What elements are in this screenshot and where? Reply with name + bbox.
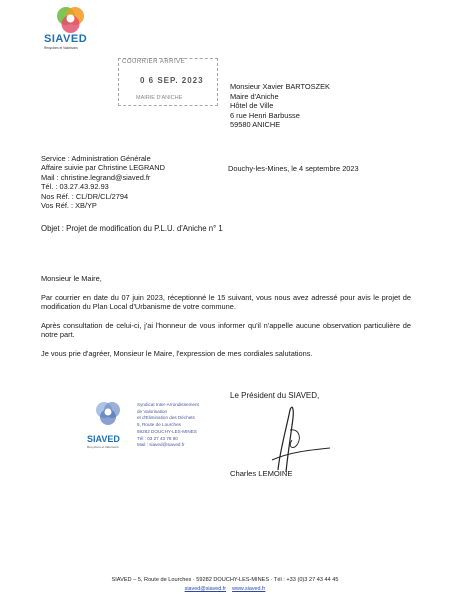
letter-body <box>41 274 411 368</box>
seal-line: et d'Elimination des Déchets <box>137 415 195 421</box>
paragraph-1: Par courrier en date du 07 juin 2023, réceptionné le 15 suivant, vous nous avez adressé pour avis le projet de modification du Plan Local d'Urbanisme de votre commune. <box>41 292 411 312</box>
seal-line: 59282 DOUCHY-LES-MINES <box>137 428 197 434</box>
stamp-date: 0 6 SEP. 2023 <box>140 76 204 85</box>
salutation: Monsieur le Maire, <box>41 274 102 283</box>
signatory-title: Le Président du SIAVED, <box>230 391 320 400</box>
seal-tagline: Recyclons et Valorisons <box>87 445 119 449</box>
seal-address <box>137 402 215 449</box>
recipient-line: 6 rue Henri Barbusse <box>230 110 300 120</box>
sender-contact: Affaire suivie par Christine LEGRAND <box>41 163 165 173</box>
seal-logo <box>86 398 130 434</box>
paragraph-3: Je vous prie d'agréer, Monsieur le Maire, l'expression de mes cordiales salutations. <box>41 348 313 358</box>
seal-line: Tél : 03 27 43 78 90 <box>137 435 178 441</box>
seal-brand: SIAVED <box>87 434 120 444</box>
stamp-footer: MAIRIE D'ANICHE <box>136 95 183 101</box>
seal-line: de Valorisation <box>137 408 168 414</box>
recipient-address <box>230 82 330 130</box>
seal-line: 5, Route de Lourches <box>137 422 181 428</box>
sender-phone: Tél. : 03.27.43.92.93 <box>41 182 109 192</box>
letter-subject: Objet : Projet de modification du P.L.U. d'Aniche n° 1 <box>41 224 223 233</box>
recipient-line: Hôtel de Ville <box>230 101 274 111</box>
sender-your-ref: Vos Réf. : XB/YP <box>41 201 97 211</box>
recipient-line: Monsieur Xavier BARTOSZEK <box>230 82 330 91</box>
sender-our-ref: Nos Réf. : CL/DR/CL/2794 <box>41 191 129 201</box>
paragraph-2: Après consultation de celui-ci, j'ai l'honneur de vous informer qu'il n'appelle aucune observation particulière de notre part. <box>41 320 411 340</box>
recipient-line: 59580 ANICHE <box>230 120 281 130</box>
signatory-name: Charles LEMOINE <box>230 469 293 478</box>
seal-line: Syndicat Inter-Arrondissement <box>137 402 199 407</box>
sender-service: Service : Administration Générale <box>41 154 151 163</box>
recipient-line: Maire d'Aniche <box>230 91 279 101</box>
handwritten-signature <box>250 400 370 475</box>
place-date: Douchy-les-Mines, le 4 septembre 2023 <box>228 164 359 173</box>
sender-mail: Mail : christine.legrand@siaved.fr <box>41 172 151 182</box>
footer-address: SIAVED – 5, Route de Lourches · 59282 DOUCHY-LES-MINES · Tél : +33 (0)3 27 43 44 45 <box>111 577 339 583</box>
sender-block <box>41 154 165 210</box>
stamp-header: COURRIER ARRIVE <box>122 59 186 65</box>
footer-website-link[interactable]: www.siaved.fr <box>232 586 266 592</box>
logo-tagline: Recyclons et Valorisons <box>44 46 78 50</box>
logo-wordmark: SIAVED <box>44 33 88 45</box>
footer-email-link[interactable]: siaved@siaved.fr <box>184 586 227 592</box>
seal-line: Mail : siaved@siaved.fr <box>137 442 185 448</box>
footer-links <box>0 586 450 592</box>
